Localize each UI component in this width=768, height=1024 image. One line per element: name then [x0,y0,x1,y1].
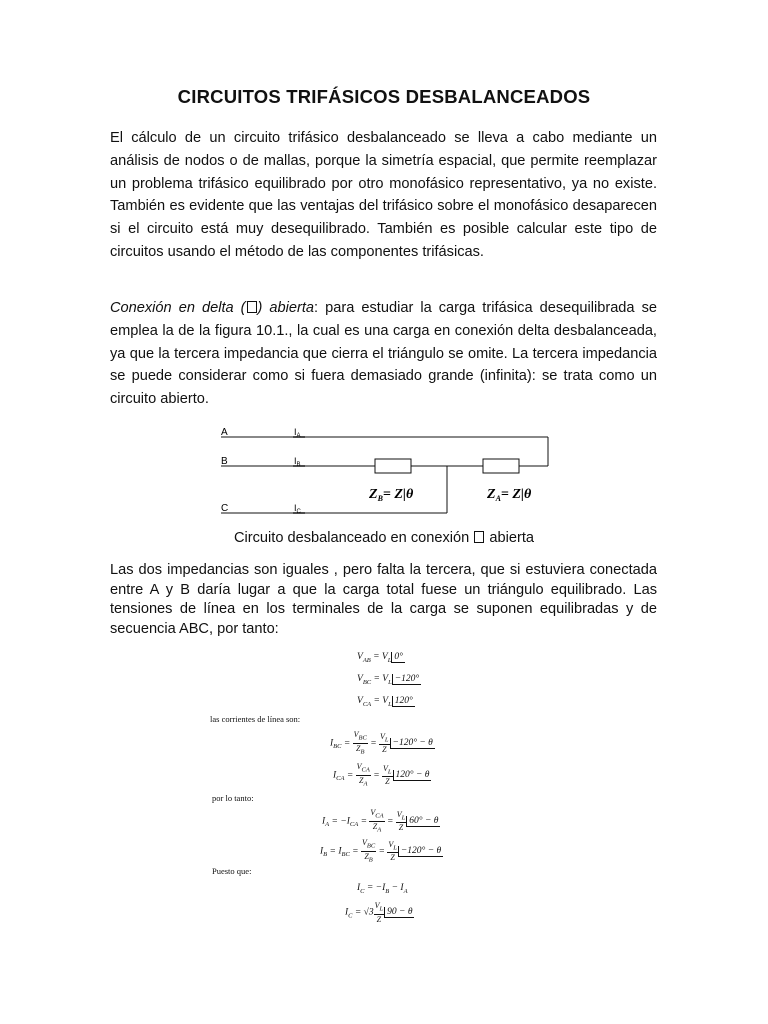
figure-caption [0,530,768,546]
caption-text-end: abierta [489,530,535,546]
equations-block [0,640,768,940]
delta-lead-end: ) abierta [257,300,315,316]
za-equation: $Z_A= Z|\theta$ [487,487,532,503]
eq-vca: $V_{CA} = V_L$ 120° [357,696,413,708]
eq-vbc: $V_{BC} = V_L -120^\circ$ [357,674,420,686]
label-c: C [221,503,229,514]
label-puesto: Puesto que: [212,866,252,876]
page-title: CIRCUITOS TRIFÁSICOS DESBALANCEADOS [177,86,591,107]
caption-text: Circuito desbalanceado en conexión [233,530,470,546]
delta-rest: : para estudiar la carga trifásica desequilibrada se emplea la de la figura 10.1., la cual es una carga en conexión delta desbalanceada, ya que la tercera impedancia que cierra el triángulo se omite. La tercera impedancia se puede considerar como si fuera demasiado grande (infinita): se trata como un circuito abierto. [110,300,657,408]
impedance-paragraph: Las dos impedancias son iguales , pero falta la tercera, que si estuviera conectada entre A y B daría lugar a que la carga total fuese un triángulo equilibrado. Las tensiones de línea en los terminales de la carga se suponen equilibradas y de secuencia ABC, por tanto: [110,562,657,637]
label-a: A [221,427,228,438]
eq-ibc: $I_{BC}$ = $\frac{V_{BC}}{Z_B}$ = $\frac{V_L}{Z}$ −120° − θ [330,730,433,756]
label-corrientes: las corrientes de línea son: [210,714,301,724]
impedance-za [483,459,519,473]
current-ic-label: $I_C$ [294,503,301,515]
circuit-svg [205,420,565,520]
intro-paragraph: El cálculo de un circuito trifásico desbalanceado se lleva a cabo mediante un análisis de nodos o de mallas, porque la simetría espacial, que permite reemplazar un problema trifásico equilibrado por otro monofásico representativo, ya no existe. También es evidente que las ventajas del trifásico sobre el monofásico desaparecen si el circuito está muy desequilibrado. También es posible calcular este tipo de circuitos usando el método de las componentes trifásicas. [110,130,657,260]
current-ib-label: $I_B$ [294,456,301,468]
eq-ia: $I_A = -I_{CA}$ = $\frac{V_{CA}}{Z_A}$ = $\frac{V_L}{Z}$ 60° − θ [322,808,439,834]
current-ia-label: $I_A$ [294,427,301,439]
eq-ic-sum: $I_C = -I_B - I_A$ [357,883,408,895]
label-portanto: por lo tanto: [212,793,254,803]
circuit-diagram [205,420,565,520]
caption-box-glyph [474,531,484,543]
eq-ib: $I_B = I_{BC}$ = $\frac{V_{BC}}{Z_B}$ = $\frac{V_L}{Z}$ −120° − θ [320,838,442,864]
eq-vab: $V_{AB} = V_L$ 0° [357,652,403,664]
zb-equation: $Z_B= Z|\theta$ [369,487,414,503]
delta-paragraph [110,297,657,411]
label-b: B [221,456,228,467]
delta-box-glyph [247,301,257,313]
delta-lead: Conexión en delta ( [110,300,246,316]
eq-ic-mag: $I_C = √3$ $\frac{V_L}{Z}$ 90 − θ [345,901,413,924]
eq-ica: $I_{CA}$ = $\frac{V_{CA}}{Z_A}$ = $\frac{V_L}{Z}$ 120° − θ [333,762,430,788]
impedance-zb [375,459,411,473]
